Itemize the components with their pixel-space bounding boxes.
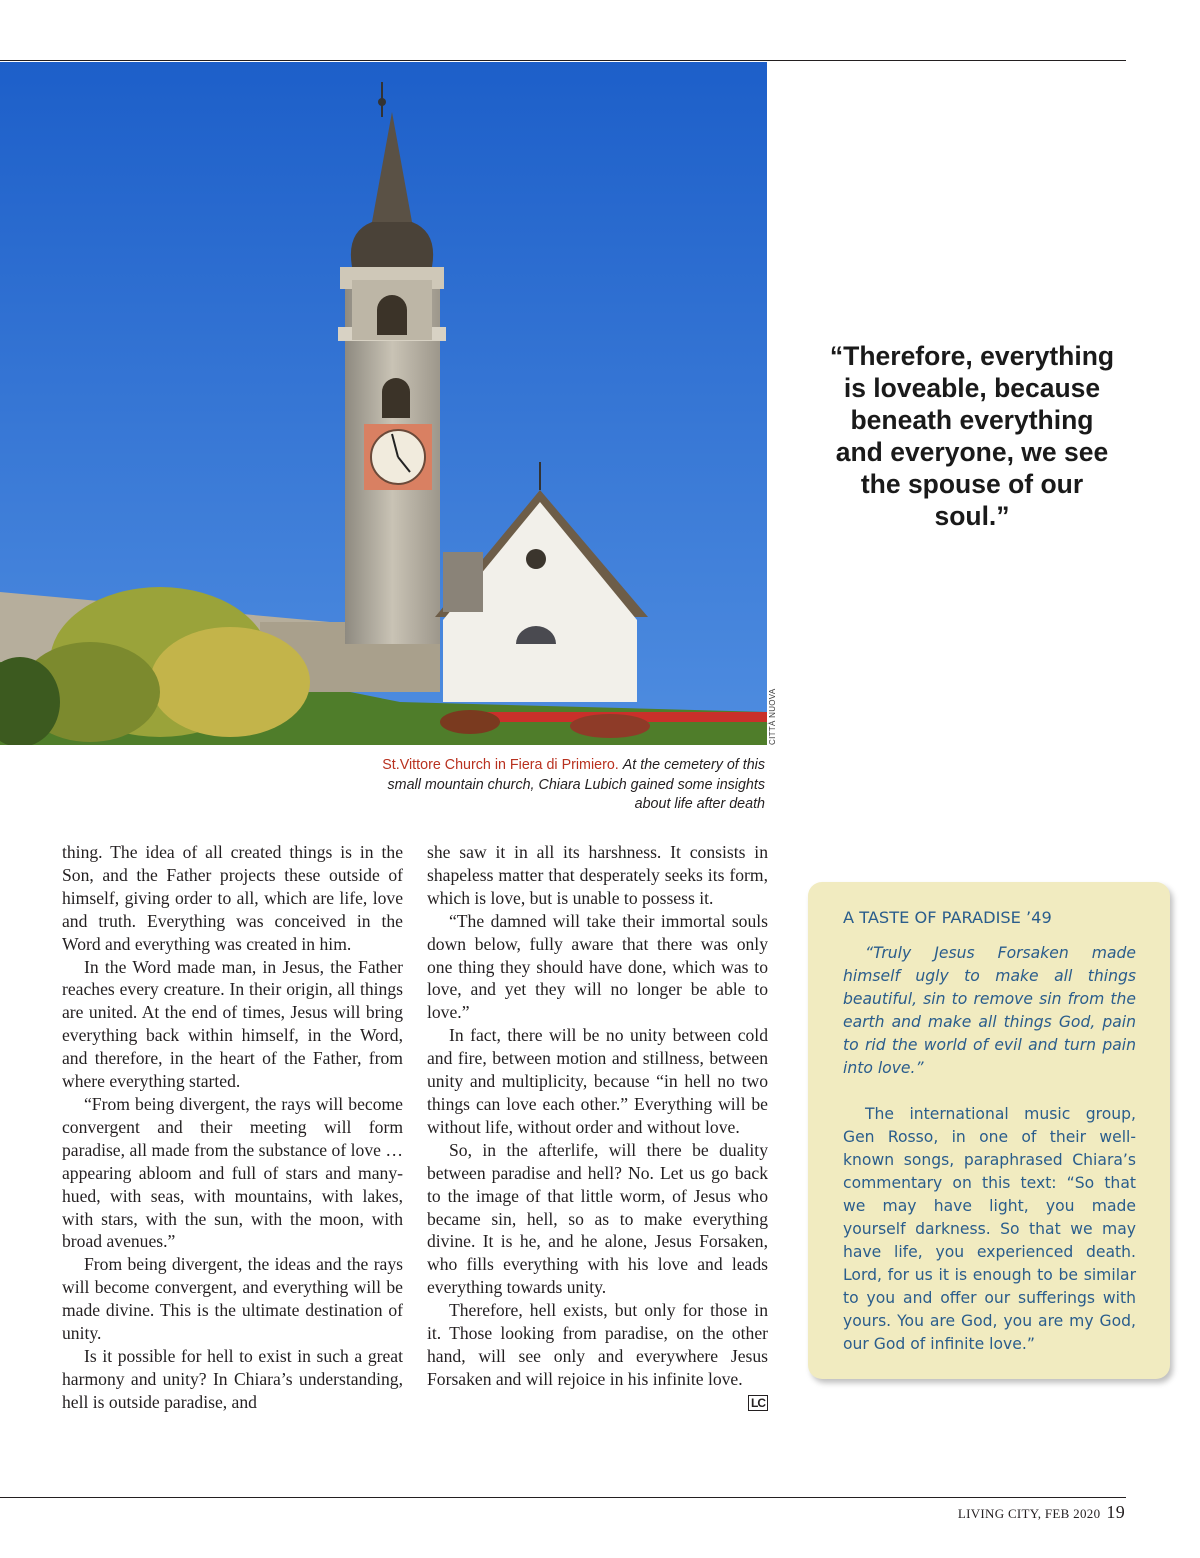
paragraph: “The damned will take their immortal souls down below, fully aware that there was only one thing they should have done, which was to love, and yet they will no longer be able to love.” [427, 910, 768, 1023]
top-rule [0, 60, 1126, 61]
paragraph: In fact, there will be no unity between cold and fire, between motion and stillness, between unity and multiplicity, because “in hell no two things can love each other.” Everything will be without life, without order and without love. [427, 1025, 768, 1137]
caption-place: St.Vittore Church in Fiera di Primiero. [382, 757, 619, 773]
pull-quote: “Therefore, everything is loveable, because beneath everything and everyone, we see the spouse of our soul.” [829, 341, 1115, 531]
paragraph: So, in the afterlife, will there be duality between paradise and hell? No. Let us go back to the image of that little worm, of Jesus who became sin, hell, so as to make everything divine. It is he, and he alone, Jesus Forsaken, who fills everything with his love and leads everything towards unity. [427, 1139, 768, 1298]
bottom-rule [0, 1497, 1126, 1498]
page-footer [958, 1502, 1125, 1523]
paragraph: From being divergent, the ideas and the rays will become convergent, and everything will be made divine. This is the ultimate destination of unity. [62, 1254, 403, 1344]
photo-caption [360, 756, 765, 815]
paragraph: “From being divergent, the rays will become convergent and their meeting will form paradise, all made from the substance of love … appearing abloom and full of stars and many-hued, with seas, with mountains, with lakes, with stars, with the sun, with the moon, with broad avenues.” [62, 1093, 403, 1252]
article-column-1 [62, 841, 403, 1414]
publication-name: LIVING CITY, FEB 2020 [957, 1506, 1101, 1521]
paragraph: she saw it in all its harshness. It consists in shapeless matter that desperately seeks its form, which is love, but is unable to possess it. [427, 842, 768, 908]
page-number: 19 [1106, 1502, 1125, 1522]
paragraph: Therefore, hell exists, but only for those in it. Those looking from paradise, on the other hand, will see only and everywhere Jesus Forsaken and will rejoice in his infinite love. [427, 1300, 768, 1389]
article-column-2 [427, 841, 768, 1411]
sidebar-title: A TASTE OF PARADISE ’49 [843, 908, 1052, 927]
end-mark-logo: LC [748, 1395, 768, 1411]
sidebar-body: The international music group, Gen Rosso, in one of their well-known songs, paraphrased Chiara’s commentary on this text: “So that we may have light, you made yourself darkness. So that we may have life, you experienced death. Lord, for us it is enough to be similar to you and offer our sufferings with yours. You are God, you are my God, our God of infinite love.” [843, 1105, 1136, 1353]
paragraph: Is it possible for hell to exist in such a great harmony and unity? In Chiara’s understanding, hell is outside paradise, and [62, 1345, 403, 1412]
church-photo [0, 62, 767, 745]
paragraph: thing. The idea of all created things is in the Son, and the Father projects these outside of himself, giving order to all, which are life, love and truth. Everything was conceived in the Word and everything was created in him. [62, 842, 403, 954]
paragraph: In the Word made man, in Jesus, the Father reaches every creature. In their origin, all things are united. At the end of times, Jesus will bring everything back within himself, in the Word, and therefore, in the heart of the Father, from where everything started. [62, 956, 403, 1092]
sidebar-box [808, 882, 1170, 1379]
sidebar-quote: “Truly Jesus Forsaken made himself ugly to make all things beautiful, sin to remove sin from the earth and make all things God, pain to rid the world of evil and turn pain into love.” [843, 944, 1136, 1077]
caption-text: At the cemetery of this small mountain church, Chiara Lubich gained some insights about life after death [387, 757, 765, 812]
photo-credit: CITTÀ NUOVA [768, 688, 777, 745]
